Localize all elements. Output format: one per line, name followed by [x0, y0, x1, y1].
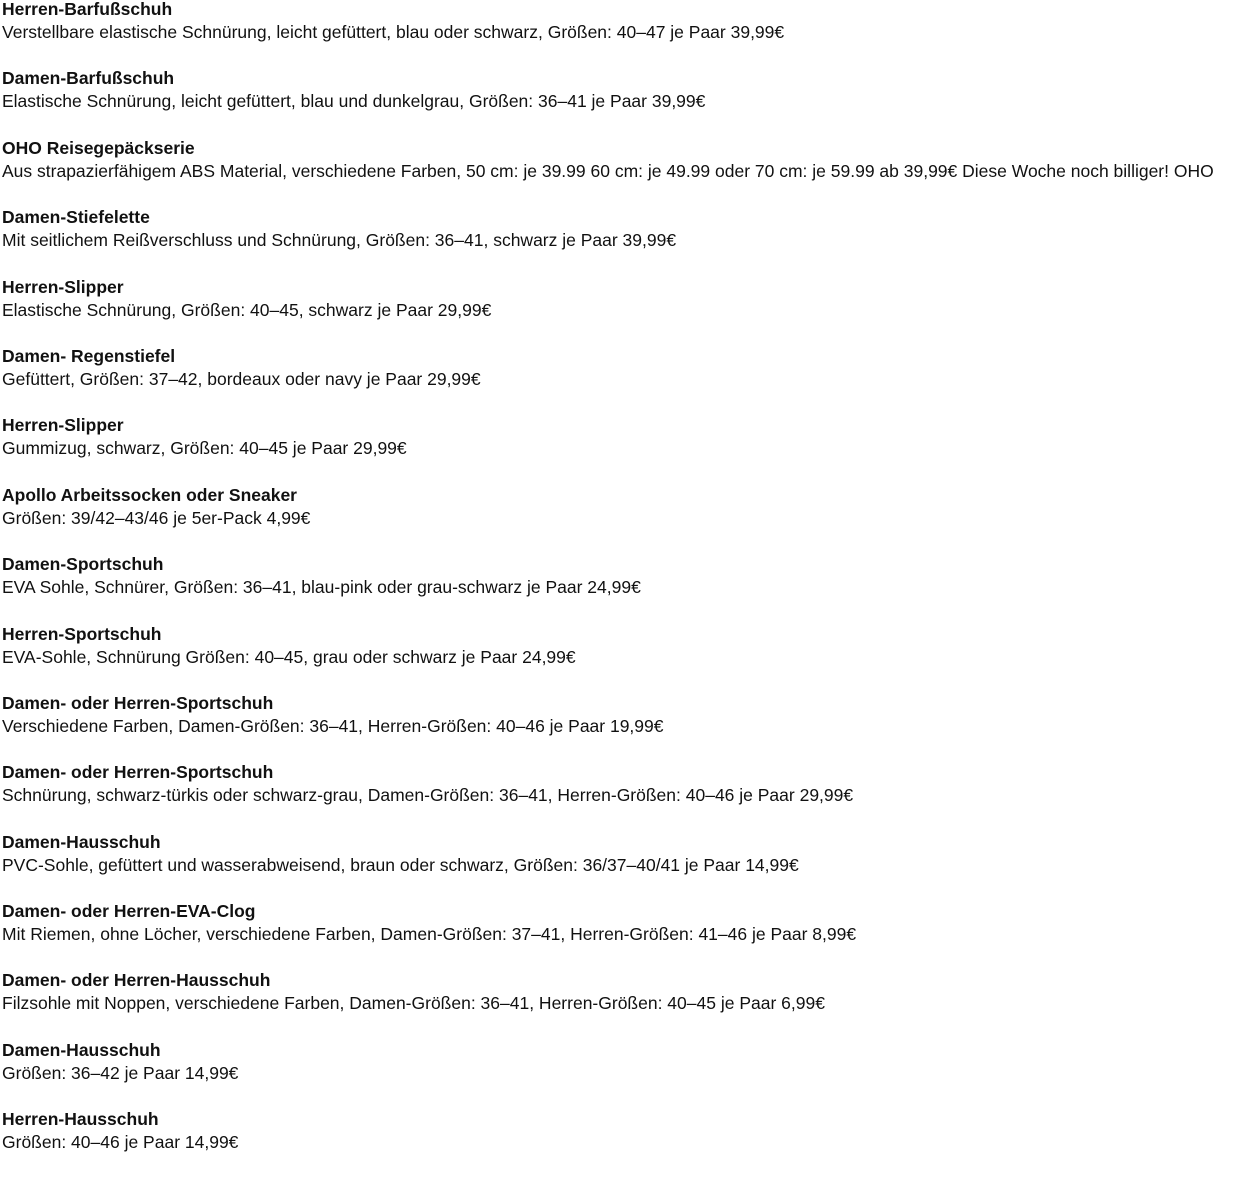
list-item: [2, 971, 1250, 1040]
product-title: Herren-Slipper: [2, 416, 124, 436]
product-list: [2, 0, 1250, 1180]
product-title: Damen- oder Herren-Sportschuh: [2, 763, 274, 783]
product-title: OHO Reisegepäckserie: [2, 138, 195, 158]
product-description: Schnürung, schwarz-türkis oder schwarz-grau, Damen-Größen: 36–41, Herren-Größen: 40–46 je Paar 29,99€: [2, 785, 854, 806]
product-title: Damen-Hausschuh: [2, 1040, 161, 1060]
product-title: Herren-Sportschuh: [2, 624, 162, 644]
list-item: [2, 347, 1250, 416]
product-description: Filzsohle mit Noppen, verschiedene Farben, Damen-Größen: 36–41, Herren-Größen: 40–45 je Paar 6,99€: [2, 993, 825, 1014]
product-description: Elastische Schnürung, leicht gefüttert, blau und dunkelgrau, Größen: 36–41 je Paar 39,99€: [2, 91, 706, 112]
product-title: Damen- oder Herren-Sportschuh: [2, 693, 274, 713]
list-item: [2, 208, 1250, 277]
list-item: [2, 902, 1250, 971]
list-item: [2, 833, 1250, 902]
product-title: Herren-Hausschuh: [2, 1110, 159, 1130]
product-description: Verstellbare elastische Schnürung, leicht gefüttert, blau oder schwarz, Größen: 40–47 je Paar 39,99€: [2, 22, 785, 42]
product-title: Herren-Slipper: [2, 277, 124, 297]
product-title: Damen-Stiefelette: [2, 208, 150, 228]
list-item: [2, 555, 1250, 624]
list-item: [2, 486, 1250, 555]
product-description: Größen: 39/42–43/46 je 5er-Pack 4,99€: [2, 507, 311, 528]
product-title: Damen- oder Herren-EVA-Clog: [2, 902, 256, 922]
list-item: [2, 278, 1250, 347]
product-description: PVC-Sohle, gefüttert und wasserabweisend, braun oder schwarz, Größen: 36/37–40/41 je Paar 14,99€: [2, 854, 799, 875]
product-title: Herren-Barfußschuh: [2, 0, 173, 19]
product-title: Damen- Regenstiefel: [2, 346, 176, 366]
product-description: Gefüttert, Größen: 37–42, bordeaux oder navy je Paar 29,99€: [2, 368, 481, 389]
list-item: [2, 625, 1250, 694]
product-description: Größen: 36–42 je Paar 14,99€: [2, 1062, 239, 1083]
list-item: [2, 139, 1250, 208]
product-description: Elastische Schnürung, Größen: 40–45, schwarz je Paar 29,99€: [2, 299, 492, 320]
product-title: Damen-Barfußschuh: [2, 69, 175, 89]
list-item: [2, 0, 1250, 69]
product-description: Aus strapazierfähigem ABS Material, verschiedene Farben, 50 cm: je 39.99 60 cm: je 49.99 oder 70 cm: je 59.99 ab 39,99€ Diese Woche noch billiger! OHO: [2, 160, 1214, 181]
product-description: Mit seitlichem Reißverschluss und Schnürung, Größen: 36–41, schwarz je Paar 39,99€: [2, 230, 677, 251]
list-item: [2, 69, 1250, 138]
list-item: [2, 694, 1250, 763]
product-title: Apollo Arbeitssocken oder Sneaker: [2, 485, 297, 505]
product-description: Verschiedene Farben, Damen-Größen: 36–41, Herren-Größen: 40–46 je Paar 19,99€: [2, 715, 664, 736]
list-item: [2, 416, 1250, 485]
product-title: Damen- oder Herren-Hausschuh: [2, 971, 271, 991]
product-description: EVA Sohle, Schnürer, Größen: 36–41, blau-pink oder grau-schwarz je Paar 24,99€: [2, 577, 641, 598]
product-title: Damen-Hausschuh: [2, 832, 161, 852]
product-description: Gummizug, schwarz, Größen: 40–45 je Paar 29,99€: [2, 438, 407, 459]
product-description: EVA-Sohle, Schnürung Größen: 40–45, grau oder schwarz je Paar 24,99€: [2, 646, 576, 667]
product-title: Damen-Sportschuh: [2, 555, 164, 575]
list-item: [2, 1041, 1250, 1110]
product-description: Mit Riemen, ohne Löcher, verschiedene Farben, Damen-Größen: 37–41, Herren-Größen: 41–46 je Paar 8,99€: [2, 924, 857, 945]
list-item: [2, 1110, 1250, 1179]
product-description: Größen: 40–46 je Paar 14,99€: [2, 1132, 239, 1153]
list-item: [2, 763, 1250, 832]
